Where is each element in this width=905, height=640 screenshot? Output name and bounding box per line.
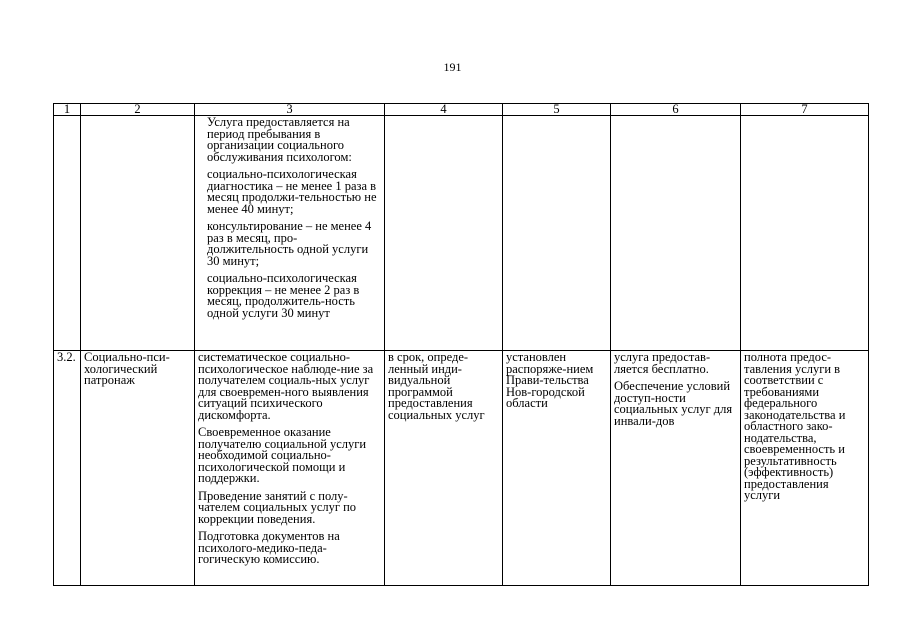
table-cell (741, 116, 869, 351)
cell-paragraph: Обеспечение условий доступ-ности социальных услуг для инвали-дов (614, 379, 733, 428)
column-header: 1 (54, 104, 81, 116)
table-row (54, 351, 869, 586)
table-cell (611, 351, 741, 586)
table-cell (385, 116, 503, 351)
table-header-row (54, 104, 869, 116)
page-number: 191 (443, 60, 462, 74)
table-cell (503, 116, 611, 351)
service-tariff: установлен распоряже-нием Прави-тельства Нов-городской области (503, 351, 611, 586)
row-number: 3.2. (54, 351, 81, 586)
column-header: 3 (195, 104, 385, 116)
table-cell (611, 116, 741, 351)
cell-paragraph: социально-психологическая диагностика – не менее 1 раза в месяц продолжи-тельностью не менее 40 минут; (207, 167, 377, 216)
cell-paragraph: Своевременное оказание получателю социальной услуги необходимой социально-психологической помощи и поддержки. (198, 425, 367, 485)
service-deadline: в срок, опреде-ленный инди-видуальной программой предоставления социальных услуг (385, 351, 503, 586)
service-name: Социально-пси-хологический патронаж (81, 351, 195, 586)
column-header: 4 (385, 104, 503, 116)
cell-paragraph: Проведение занятий с полу-чателем социальных услуг по коррекции поведения. (198, 488, 357, 526)
table-cell (195, 116, 385, 351)
cell-paragraph: социально-психологическая коррекция – не менее 2 раз в месяц, продолжитель-ность одной услуги 30 минут (207, 271, 360, 320)
column-header: 5 (503, 104, 611, 116)
services-table (53, 103, 869, 586)
table-cell (54, 116, 81, 351)
cell-paragraph: консультирование – не менее 4 раз в месяц, про-должительность одной услуги 30 минут; (207, 219, 372, 268)
table-row (54, 116, 869, 351)
cell-paragraph: Услуга предоставляется на период пребывания в организации социального обслуживания психологом: (207, 115, 352, 164)
cell-paragraph: систематическое социально-психологическое наблюде-ние за получателем социаль-ных услуг для своевремен-ного выявления ситуаций психического дискомфорта. (198, 350, 374, 422)
cell-paragraph: Подготовка документов на психолого-медико-педа-гогическую комиссию. (198, 529, 340, 566)
service-quality: полнота предос-тавления услуги в соответствии с требованиями федерального законодательства и областного зако-нодательства, своевременность и результативность (эффективность) предоставления услуги (741, 351, 869, 586)
table-cell (81, 116, 195, 351)
column-header: 6 (611, 104, 741, 116)
column-header: 7 (741, 104, 869, 116)
column-header: 2 (81, 104, 195, 116)
table-cell (195, 351, 385, 586)
cell-paragraph: услуга предостав-ляется бесплатно. (614, 350, 711, 376)
